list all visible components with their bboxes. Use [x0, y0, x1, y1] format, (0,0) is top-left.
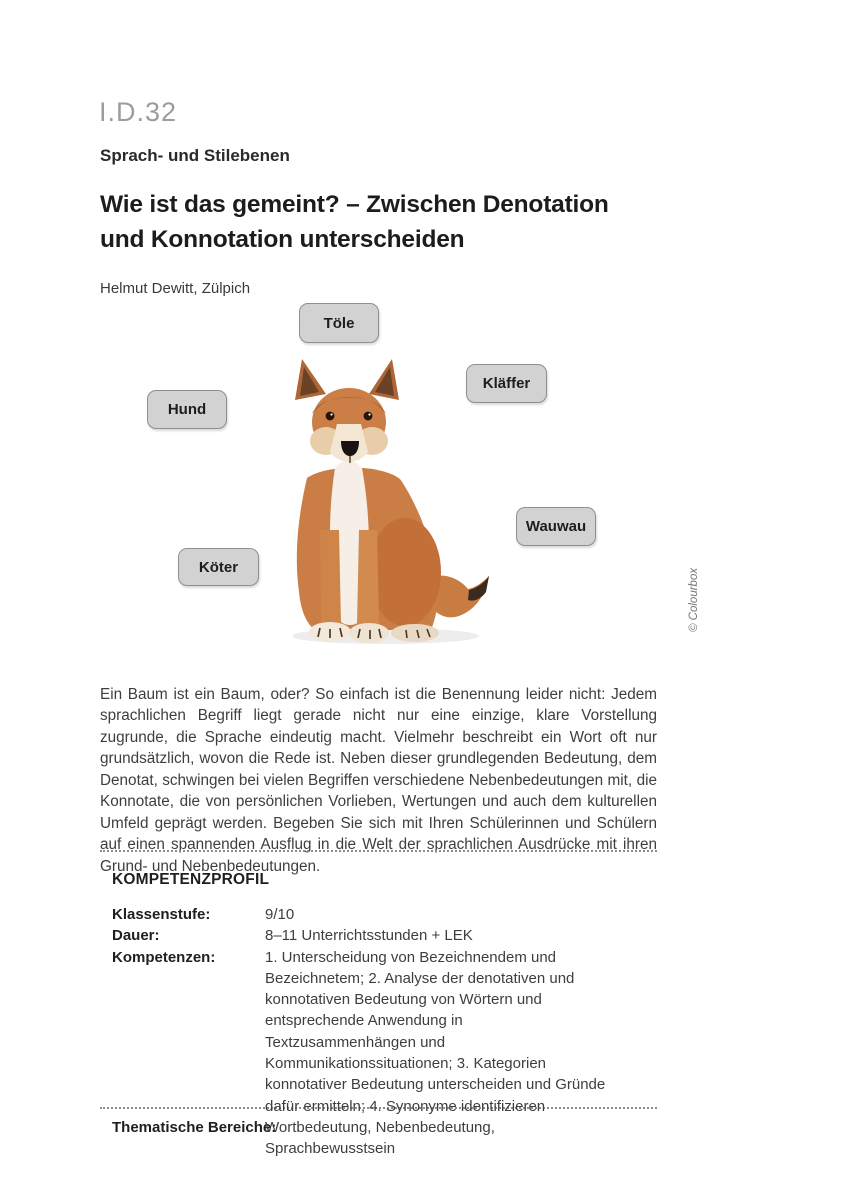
word-chip-toele: Töle — [299, 303, 379, 343]
page-title-line1: Wie ist das gemeint? – Zwischen Denotation — [100, 191, 609, 218]
intro-paragraph: Ein Baum ist ein Baum, oder? So einfach ist die Benennung leider nicht: Jedem sprachlichen Begriff liegt gerade nicht nur eine einzige, klare Vorstellung zugrunde, die Sprache eindeutig macht. Vielmehr beschreibt ein Wort oft nur grundsätzlich, wovon die Rede ist. Neben dieser grundlegenden Bedeutung, dem Denotat, schwingen bei vielen Begriffen verschiedene Nebenbedeutungen mit, die Konnotate, die von persönlichen Vorlieben, Wertungen und auch dem kulturellen Umfeld geprägt werden. Begeben Sie sich mit Ihren Schülerinnen und Schülern auf einen spannenden Ausflug in die Welt der sprachlichen Ausdrücke mit ihren Grund- und Nebenbedeutungen. — [100, 686, 657, 875]
profile-row-label: Klassenstufe: — [112, 906, 211, 923]
author-line: Helmut Dewitt, Zülpich — [100, 280, 251, 297]
page-title — [100, 187, 609, 257]
profile-row-label: Kompetenzen: — [112, 948, 216, 966]
profile-row-value: 1. Unterscheidung von Bezeichnendem und Bezeichnetem; 2. Analyse der denotativen und konnotativen Bedeutung von Wörtern und entsprechende Anwendung in Textzusammenhängen und Kommunikationssituationen; 3. Kategorien konnotativer Bedeutung unterscheiden und Gründe dafür ermitteln; 4. Synonyme identifizieren — [265, 948, 606, 1115]
profile-row-value: 9/10 — [265, 906, 295, 923]
profile-row-label: Thematische Bereiche: — [112, 1118, 277, 1136]
word-chip-hund: Hund — [147, 390, 227, 429]
word-chip-koeter: Köter — [178, 548, 259, 586]
competence-profile — [112, 871, 657, 1160]
word-chip-wauwau: Wauwau — [516, 507, 596, 546]
profile-row-value: Wortbedeutung, Nebenbedeutung, Sprachbewusstsein — [265, 1118, 495, 1158]
profile-row-value: 8–11 Unterrichtsstunden + LEK — [265, 927, 473, 945]
competence-profile-table — [112, 904, 657, 1160]
dog-illustration — [293, 352, 493, 644]
word-chip-klaeffer: Kläffer — [466, 364, 547, 403]
dotted-separator-top — [100, 850, 657, 852]
dog-photo — [293, 352, 493, 644]
unit-code: I.D.32 — [99, 97, 178, 127]
page-title-line2: und Konnotation unterscheiden — [100, 226, 465, 253]
profile-row-label: Dauer: — [112, 927, 160, 945]
series-title: Sprach- und Stilebenen — [100, 146, 290, 165]
image-credit: © Colourbox — [688, 567, 700, 632]
competence-profile-heading: KOMPETENZPROFIL — [112, 871, 270, 888]
